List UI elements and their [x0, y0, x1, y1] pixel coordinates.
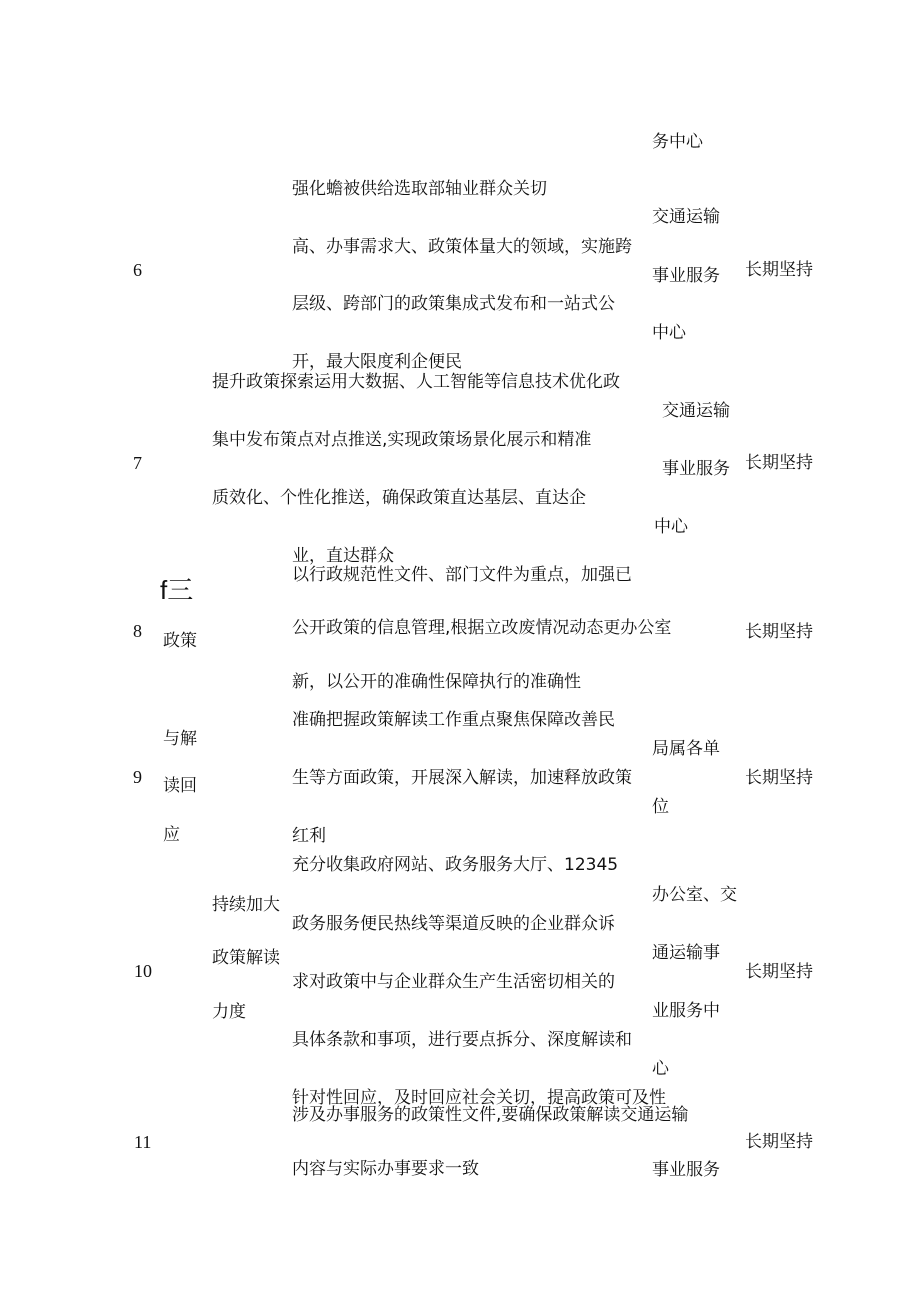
- content-line: 充分收集政府网站、政务服务大厅、12345: [292, 855, 619, 875]
- content-line: 生等方面政策，开展深入解读，加速释放政策: [292, 768, 632, 788]
- content-line: 公开政策的信息管理,根据立改废情况动态更办公室: [292, 618, 672, 638]
- dept-text: 通运输事: [652, 943, 720, 963]
- dept-text: 事业服务: [652, 266, 720, 286]
- content-line: 集中发布策点对点推送,实现政策场景化展示和精准: [212, 430, 592, 450]
- dept-text: 事业服务: [662, 459, 730, 479]
- content-line: 开，最大限度利企便民: [292, 352, 462, 372]
- row-number: 9: [133, 767, 142, 787]
- dept-text: 务中心: [652, 132, 703, 152]
- time-text: 长期坚持: [745, 622, 813, 642]
- dept-text: 局属各单: [652, 739, 720, 759]
- task-line: 政策解读: [212, 948, 280, 968]
- row-number: 6: [133, 260, 142, 280]
- dept-text: 心: [652, 1059, 669, 1079]
- content-line: 层级、跨部门的政策集成式发布和一站式公: [292, 294, 615, 314]
- section-label-line-3: 读回: [163, 776, 197, 796]
- clipped-line: [292, 546, 632, 566]
- content-line: 求对政策中与企业群众生产生活密切相关的: [292, 972, 615, 992]
- dept-text: 事业服务: [652, 1160, 720, 1180]
- dept-text: 中心: [652, 323, 686, 343]
- content-line: 质效化、个性化推送，确保政策直达基层、直达企: [212, 488, 586, 508]
- clipped-line: [292, 352, 632, 372]
- task-line: 持续加大: [212, 895, 280, 915]
- content-line: 提升政策探索运用大数据、人工智能等信息技术优化政: [212, 372, 620, 392]
- section-label-line-4: 应: [163, 825, 180, 845]
- content-line: 红利: [292, 826, 326, 846]
- content-line: 涉及办事服务的政策性文件,要确保政策解读交通运输: [292, 1105, 689, 1125]
- content-line: 业，直达群众: [292, 546, 394, 566]
- time-text: 长期坚持: [745, 768, 813, 788]
- content-line: 新，以公开的准确性保障执行的准确性: [292, 672, 581, 692]
- content-line: 政务服务便民热线等渠道反映的企业群众诉: [292, 914, 615, 934]
- section-label-line-1: 政策: [163, 631, 197, 651]
- content-line: 内容与实际办事要求一致: [292, 1159, 479, 1179]
- content-line: 准确把握政策解读工作重点聚焦保障改善民: [292, 710, 615, 730]
- content-line: 强化蟾被供给选取部轴业群众关切: [292, 179, 547, 199]
- clipped-line: [292, 1088, 666, 1108]
- content-line: 高、办事需求大、政策体量大的领域，实施跨: [292, 237, 632, 257]
- row-number: 7: [133, 453, 142, 473]
- dept-text: 业服务中: [652, 1001, 720, 1021]
- content-line: 具体条款和事项，进行要点拆分、深度解读和: [292, 1030, 632, 1050]
- row-number: 8: [133, 621, 142, 641]
- row-number: 10: [134, 961, 152, 981]
- time-text: 长期坚持: [745, 453, 813, 473]
- row-number: 11: [134, 1132, 152, 1152]
- content-line: 以行政规范性文件、部门文件为重点，加强已: [292, 565, 632, 585]
- dept-text: 位: [652, 797, 669, 817]
- section-mark: f三: [160, 575, 194, 605]
- task-line: 力度: [212, 1002, 246, 1022]
- time-text: 长期坚持: [745, 260, 813, 280]
- dept-text: 交通运输: [652, 207, 720, 227]
- content-line: 针对性回应，及时回应社会关切，提高政策可及性: [292, 1088, 666, 1108]
- dept-text: 中心: [654, 517, 688, 537]
- dept-text: 办公室、交: [652, 885, 737, 905]
- dept-text: 交通运输: [662, 401, 730, 421]
- time-text: 长期坚持: [745, 1132, 813, 1152]
- time-text: 长期坚持: [745, 962, 813, 982]
- section-label-line-2: 与解: [163, 729, 197, 749]
